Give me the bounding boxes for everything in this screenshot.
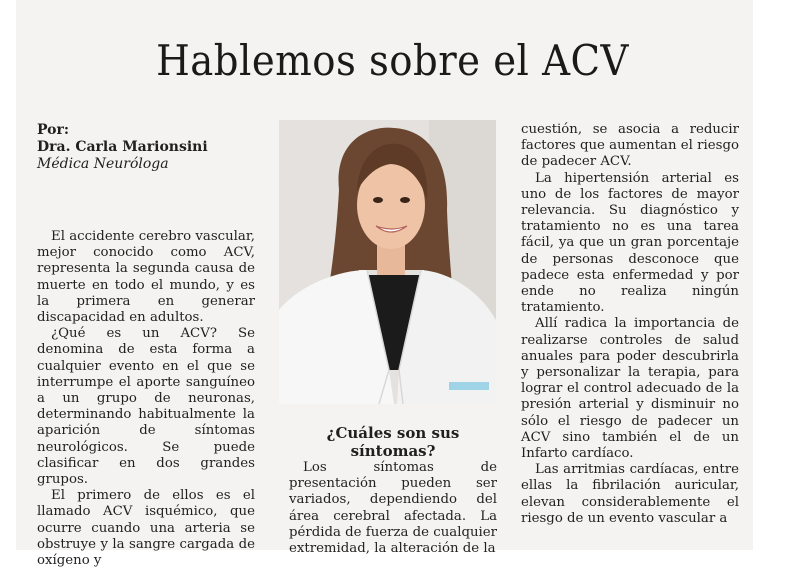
paragraph: cuestión, se asocia a reducir factores que aumentan el riesgo de padecer ACV.	[521, 122, 739, 170]
page-margin-left	[0, 0, 16, 550]
author-name: Dra. Carla Marionsini	[37, 139, 208, 155]
author-role: Médica Neuróloga	[37, 156, 169, 172]
article-column-3	[521, 122, 739, 527]
paragraph: Los síntomas de presentación pueden ser variados, dependiendo del área cerebral afectada. La pérdida de fuerza de cualquier extremidad, la alteración de la	[289, 460, 497, 557]
paragraph: El primero de ellos es el llamado ACV isquémico, que ocurre cuando una arteria se obstruye y la sangre cargada de oxígeno y	[37, 488, 255, 569]
paragraph: La hipertensión arterial es uno de los factores de mayor relevancia. Su diagnóstico y tratamiento no es una tarea fácil, ya que un gran porcentaje de personas desconoce que padece esta enfermedad y por ende no realiza ningún tratamiento.	[521, 170, 739, 316]
byline	[37, 122, 208, 173]
paragraph: Allí radica la importancia de realizarse controles de salud anuales para poder descubrirla y personalizar la terapia, para lograr el control adecuado de la presión arterial y disminuir no sólo el riesgo de padecer un ACV sino también el de un Infarto cardíaco.	[521, 316, 739, 462]
byline-label: Por:	[37, 122, 70, 138]
author-photo	[279, 120, 496, 404]
paragraph: ¿Qué es un ACV? Se denomina de esta forma a cualquier evento en el que se interrumpe el aporte sanguíneo a un grupo de neuronas, determinando habitualmente la aparición de síntomas neurológicos. Se puede clasificar en dos grandes grupos.	[37, 326, 255, 488]
article-column-2	[289, 460, 497, 557]
page-margin-right	[753, 0, 785, 550]
section-subheading: ¿Cuáles son sus síntomas?	[326, 424, 460, 460]
paragraph: Las arritmias cardíacas, entre ellas la fibrilación auricular, elevan considerablemente el riesgo de un evento vascular a	[521, 462, 739, 526]
paragraph: El accidente cerebro vascular, mejor conocido como ACV, representa la segunda causa de muerte en todo el mundo, y es la primera en generar discapacidad en adultos.	[37, 229, 255, 326]
article-headline: Hablemos sobre el ACV	[156, 36, 629, 85]
article-column-1	[37, 229, 255, 569]
